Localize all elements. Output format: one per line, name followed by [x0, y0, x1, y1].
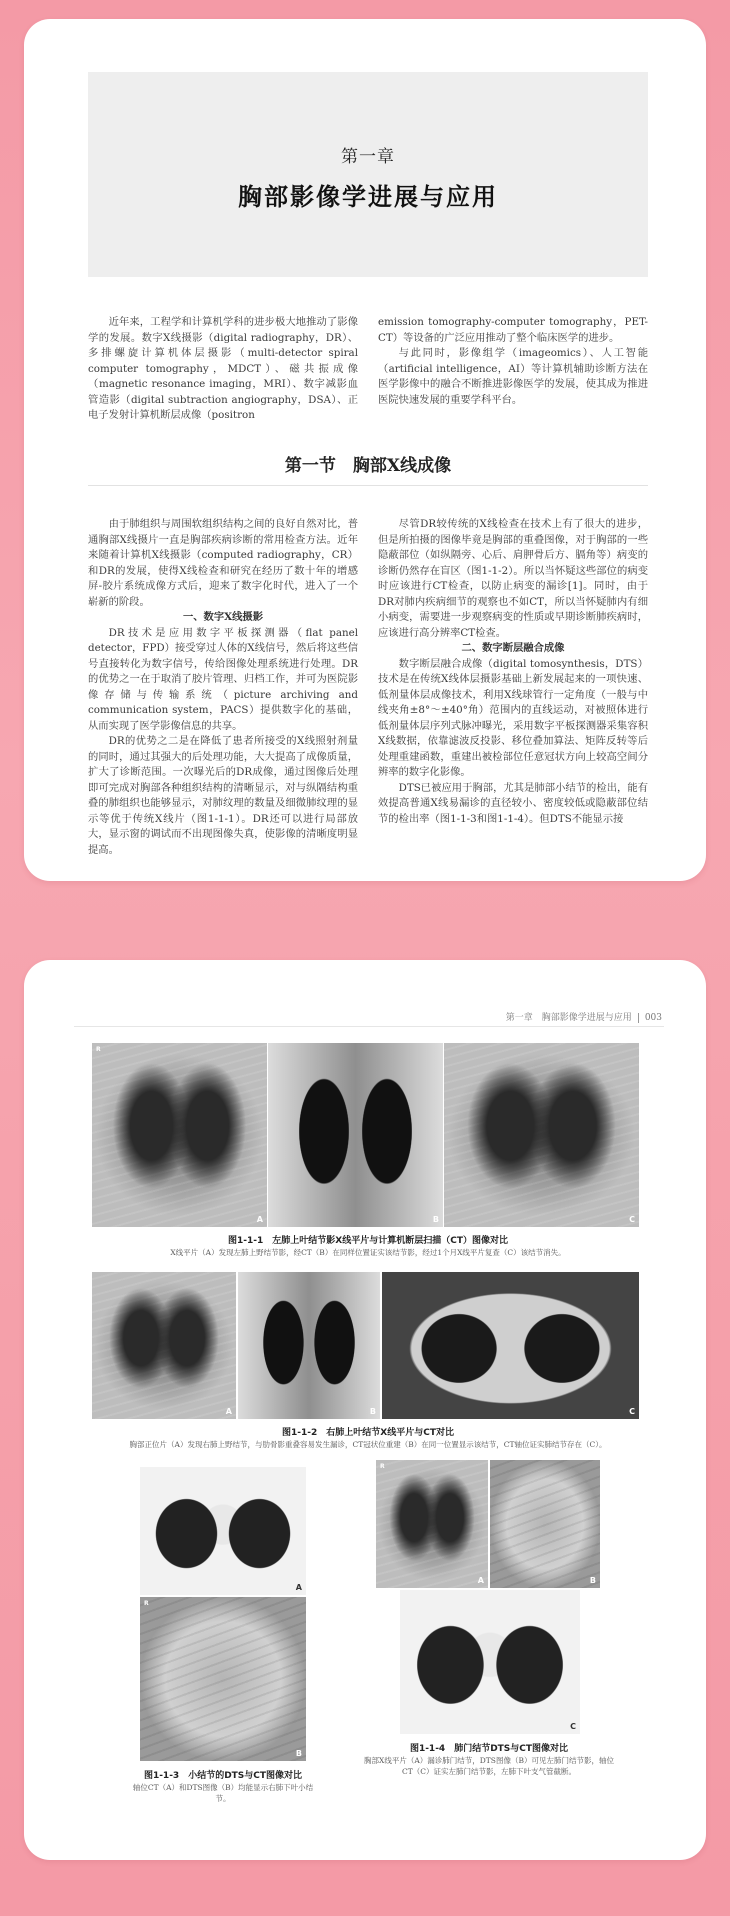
body-paragraph: 数字断层融合成像（digital tomosynthesis，DTS）技术是在传统X线体层摄影基础上新发展起来的一项快速、低剂量体层成像技术，利用X线球管行一定角度（一般与中线夹角±8°～±40°角）范围内的直线运动，对被照体进行低剂量体层序列式脉冲曝光，采用数字平板探测器采集容积X线数据，依靠滤波反投影、移位叠加算法、矩阵反转等后处理重建函数，重建出被检部位任意冠状方向上较高空间分辨率的数字化影像。 — [378, 657, 648, 778]
body-right-column — [378, 517, 648, 858]
page-number: 003 — [638, 1013, 662, 1023]
chest-xray-image — [444, 1043, 639, 1227]
section-title: 第一节 胸部X线成像 — [284, 456, 452, 476]
page-card-1 — [24, 19, 706, 881]
figure-note: X线平片（A）发现左肺上野结节影，经CT（B）在同样位置证实该结节影，经过1个月X线平片复查（C）该结节消失。 — [170, 1248, 566, 1257]
chest-xray-image — [92, 1272, 236, 1419]
panel-label: C — [570, 1722, 576, 1731]
figure-caption — [364, 1741, 614, 1754]
intro-right-column — [378, 315, 648, 424]
intro-columns — [88, 315, 648, 424]
figure-note: 轴位CT（A）和DTS图像（B）均能显示右肺下叶小结节。 — [132, 1783, 314, 1803]
intro-paragraph: 近年来，工程学和计算机学科的进步极大地推动了影像学的发展。数字X线摄影（digital radiography，DR）、多排螺旋计算机体层摄影（multi-detector spiral computer tomography，MDCT）、磁共振成像（magnetic resonance imaging，MRI）、数字减影血管造影（digital subtraction angiography，DSA）、正电子发射计算机断层成像（positron — [88, 316, 358, 421]
orientation-marker: R — [144, 1600, 149, 1607]
body-paragraph: DR的优势之二是在降低了患者所接受的X线照射剂量的同时，通过其强大的后处理功能，大大提高了成像质量，扩大了诊断范围。一次曝光后的DR成像，通过图像后处理即可完成对胸部各种组织结构的清晰显示，对与纵隔结构重叠的肺组织也能够显示，对肺纹理的数量及细微肺纹理的显示等优于传统X线片（图1-1-1）。DR还可以进行局部放大，显示窗的调试而不出现图像失真，使影像的清晰度明显提高。 — [88, 735, 358, 856]
chapter-header — [88, 72, 648, 277]
panel-label: B — [369, 1407, 376, 1416]
chest-xray-image — [376, 1460, 488, 1588]
panel-label: A — [295, 1583, 302, 1592]
header-rule — [74, 1026, 664, 1027]
orientation-marker: R — [96, 1046, 101, 1053]
page-card-2 — [24, 960, 706, 1860]
panel-label: B — [589, 1576, 596, 1585]
subsection-heading: 二、数字断层融合成像 — [461, 642, 565, 654]
body-left-column — [88, 517, 358, 858]
figure-title: 图1-1-1 左肺上叶结节影X线平片与计算机断层扫描（CT）图像对比 — [228, 1236, 508, 1246]
subsection-heading: 一、数字X线摄影 — [182, 611, 264, 623]
ct-coronal-image — [238, 1272, 380, 1419]
panel-label: A — [256, 1215, 263, 1224]
body-paragraph: DR技术是应用数字平板探测器（flat panel detector，FPD）接受穿过人体的X线信号，然后将这些信号直接转化为数字信号，传给图像处理系统进行处理。DR的优势之一在于取消了胶片管理、归档工作，并可为医院影像存储与传输系统（picture archiving and communication system，PACS）提供数字化的基础，从而实现了医学影像信息的共享。 — [88, 626, 358, 732]
figure-caption — [88, 1425, 648, 1438]
chapter-title: 胸部影像学进展与应用 — [238, 183, 498, 211]
figure-title: 图1-1-3 小结节的DTS与CT图像对比 — [143, 1771, 303, 1781]
figure-title: 图1-1-2 右肺上叶结节X线平片与CT对比 — [282, 1428, 454, 1438]
panel-label: C — [629, 1407, 635, 1416]
panel-label: A — [477, 1576, 484, 1585]
intro-paragraph: emission tomography-computer tomography，PET-CT）等设备的广泛应用推动了整个临床医学的进步。 — [378, 316, 648, 344]
running-head-title: 第一章 胸部影像学进展与应用 — [505, 1013, 632, 1023]
figure-note: 胸部X线平片（A）漏诊肺门结节，DTS图像（B）可见左肺门结节影，轴位CT（C）证实左肺门结节影，左肺下叶支气管截断。 — [364, 1756, 614, 1776]
body-paragraph: 尽管DR较传统的X线检查在技术上有了很大的进步，但是所拍摄的图像毕竟是胸部的重叠图像，对于胸部的一些隐蔽部位（如纵隔旁、心后、肩胛骨后方、膈角等）病变的诊断仍然存在盲区（图1-1-2）。所以当怀疑这些部位的病变时应该进行CT检查，以防止病变的漏诊[1]。同时，由于DR对肺内疾病细节的观察也不如CT，所以当怀疑肺内有细小病变，需要进一步观察病变的性质或早期诊断肺疾病时，应该进行高分辨率CT检查。 — [378, 518, 648, 639]
figure-title: 图1-1-4 肺门结节DTS与CT图像对比 — [409, 1744, 569, 1754]
dts-image — [490, 1460, 600, 1588]
intro-left-column — [88, 315, 358, 424]
body-paragraph: 由于肺组织与周围软组织结构之间的良好自然对比，普通胸部X线摄片一直是胸部疾病诊断的常用检查方法。近年来随着计算机X线摄影（computed radiography，CR）和DR的发展，使得X线检查和研究在经历了数十年的增感屏-胶片系统成像方式后，迎来了数字化时代，进入了一个崭新的阶段。 — [88, 518, 358, 608]
panel-label: A — [225, 1407, 232, 1416]
chapter-number: 第一章 — [341, 147, 395, 167]
panel-label: B — [432, 1215, 439, 1224]
body-columns — [88, 517, 648, 858]
ct-axial-image — [400, 1590, 580, 1734]
panel-label: B — [295, 1749, 302, 1758]
chest-xray-image — [92, 1043, 267, 1227]
ct-axial-image — [140, 1467, 306, 1595]
panel-label: C — [629, 1215, 635, 1224]
section-divider — [88, 485, 648, 486]
intro-paragraph: 与此同时，影像组学（imageomics）、人工智能（artificial intelligence，AI）等计算机辅助诊断方法在医学影像中的融合不断推进影像医学的发展，使其成为推进医院快速发展的重要学科平台。 — [378, 347, 648, 406]
figure-note: 胸部正位片（A）发现右肺上野结节，与肋骨影重叠容易发生漏诊，CT冠状位重建（B）在同一位置显示该结节，CT轴位证实肺结节存在（C）。 — [129, 1440, 607, 1449]
figure-caption — [128, 1768, 318, 1781]
ct-axial-image — [382, 1272, 639, 1419]
figure-caption — [88, 1233, 648, 1246]
running-head — [506, 1010, 662, 1023]
body-paragraph: DTS已被应用于胸部，尤其是肺部小结节的检出，能有效提高普通X线易漏诊的直径较小、密度较低或隐蔽部位结节的检出率（图1-1-3和图1-1-4）。但DTS不能显示接 — [378, 781, 648, 825]
dts-image — [140, 1597, 306, 1761]
orientation-marker: R — [380, 1463, 385, 1470]
ct-coronal-image — [268, 1043, 443, 1227]
